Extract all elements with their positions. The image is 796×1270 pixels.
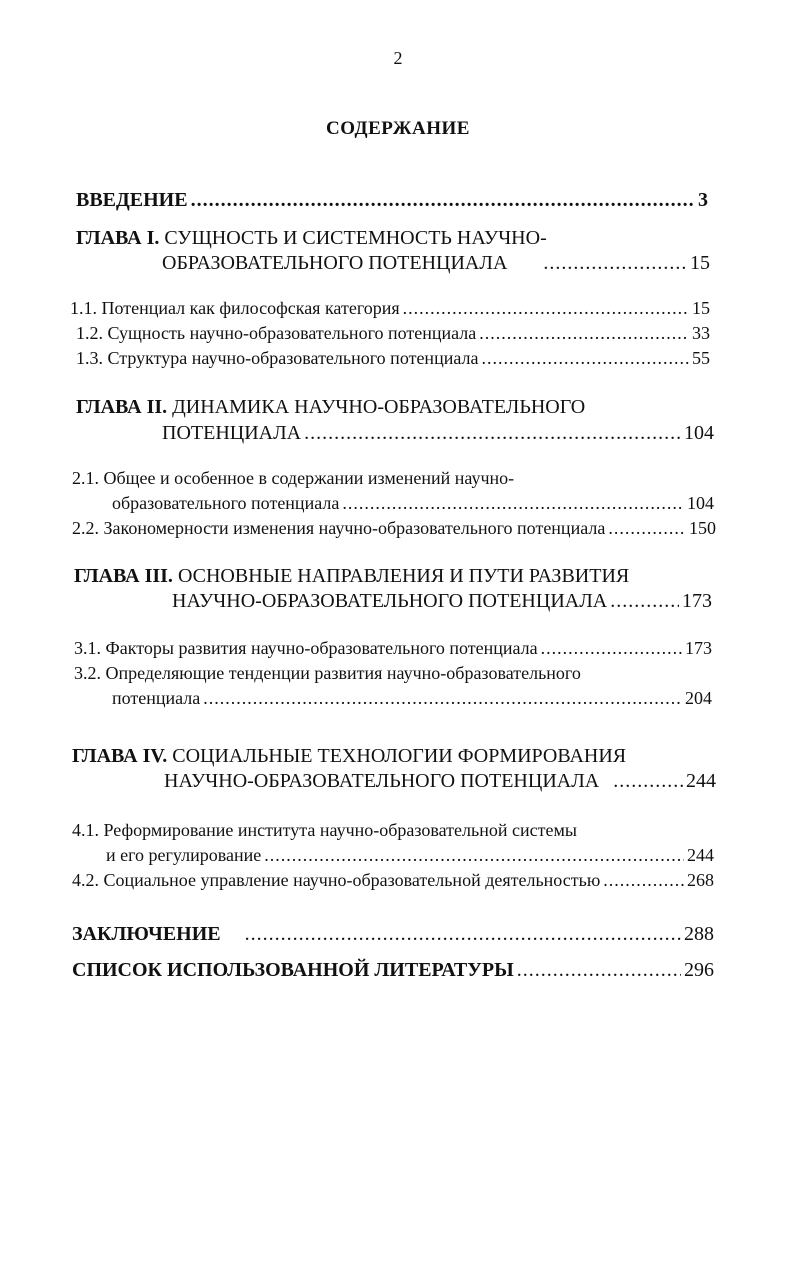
toc-page-number: 15 — [690, 252, 710, 274]
dot-leader — [403, 296, 689, 320]
toc-entry-label: ВВЕДЕНИЕ — [76, 189, 188, 211]
chapter-4-heading[interactable] — [72, 744, 626, 768]
toc-entry-introduction[interactable] — [76, 188, 708, 212]
toc-page-number: 268 — [687, 870, 714, 890]
toc-section-1-2[interactable] — [76, 321, 710, 345]
chapter-4-heading-line2[interactable] — [164, 769, 716, 793]
toc-section-4-1-line2[interactable] — [106, 843, 714, 867]
section-title-line2: образовательного потенциала — [112, 493, 340, 513]
chapter-2-heading[interactable] — [76, 395, 585, 419]
toc-page-number: 150 — [689, 518, 716, 538]
dot-leader — [608, 516, 686, 540]
toc-page-number: 173 — [685, 638, 712, 658]
toc-page-number: 173 — [682, 590, 712, 612]
chapter-prefix: ГЛАВА I. — [76, 227, 160, 249]
toc-page-number: 3 — [698, 189, 708, 211]
section-title: 1.3. Структура научно-образовательного потенциала — [76, 348, 479, 368]
section-title-line2: потенциала — [112, 688, 201, 708]
toc-section-3-1[interactable] — [74, 636, 712, 660]
toc-section-2-1-line2[interactable] — [112, 491, 714, 515]
dot-leader — [610, 589, 679, 613]
toc-page-number: 204 — [685, 688, 712, 708]
toc-entry-bibliography[interactable] — [72, 958, 714, 982]
toc-entry-label: СПИСОК ИСПОЛЬЗОВАННОЙ ЛИТЕРАТУРЫ — [72, 959, 514, 981]
dot-leader — [191, 188, 695, 212]
section-title: 4.1. Реформирование института научно-образовательной системы — [72, 820, 577, 840]
dot-leader — [613, 769, 683, 793]
dot-leader — [541, 636, 682, 660]
section-title: 3.1. Факторы развития научно-образовательного потенциала — [74, 638, 538, 658]
dot-leader — [481, 346, 689, 370]
dot-leader — [342, 491, 684, 515]
chapter-title-line2: НАУЧНО-ОБРАЗОВАТЕЛЬНОГО ПОТЕНЦИАЛА — [164, 770, 600, 792]
toc-page-number: 33 — [692, 323, 710, 343]
toc-page-number: 15 — [692, 298, 710, 318]
toc-section-2-1[interactable] — [72, 466, 514, 490]
dot-leader — [479, 321, 689, 345]
toc-page-number: 104 — [687, 493, 714, 513]
chapter-prefix: ГЛАВА II. — [76, 396, 168, 418]
toc-page-number: 244 — [686, 770, 716, 792]
toc-section-4-2[interactable] — [72, 868, 714, 892]
dot-leader — [203, 686, 682, 710]
page-number: 2 — [393, 48, 403, 68]
chapter-title-line2: ОБРАЗОВАТЕЛЬНОГО ПОТЕНЦИАЛА — [162, 252, 508, 274]
toc-page-number: 244 — [687, 845, 714, 865]
chapter-1-heading[interactable] — [76, 226, 547, 250]
chapter-3-heading-line2[interactable] — [172, 589, 712, 613]
chapter-prefix: ГЛАВА IV. — [72, 745, 168, 767]
chapter-title: ОСНОВНЫЕ НАПРАВЛЕНИЯ И ПУТИ РАЗВИТИЯ — [177, 565, 630, 587]
section-title: 1.1. Потенциал как философская категория — [70, 298, 400, 318]
toc-page-number: 288 — [684, 923, 714, 945]
chapter-title: СОЦИАЛЬНЫЕ ТЕХНОЛОГИИ ФОРМИРОВАНИЯ — [172, 745, 627, 767]
dot-leader — [304, 421, 681, 445]
chapter-title: ДИНАМИКА НАУЧНО-ОБРАЗОВАТЕЛЬНОГО — [172, 396, 586, 418]
chapter-title-line2: НАУЧНО-ОБРАЗОВАТЕЛЬНОГО ПОТЕНЦИАЛА — [172, 590, 608, 612]
toc-section-2-2[interactable] — [72, 516, 716, 540]
dot-leader — [517, 958, 681, 982]
toc-entry-conclusion[interactable] — [72, 922, 714, 946]
toc-section-3-2[interactable] — [74, 661, 581, 685]
toc-page-number: 104 — [684, 422, 714, 444]
section-title: 2.1. Общее и особенное в содержании изменений научно- — [72, 468, 515, 488]
chapter-2-heading-line2[interactable] — [162, 421, 714, 445]
toc-section-4-1[interactable] — [72, 818, 577, 842]
dot-leader — [264, 843, 684, 867]
section-title: 2.2. Закономерности изменения научно-образовательного потенциала — [72, 518, 606, 538]
toc-page-number: 55 — [692, 348, 710, 368]
chapter-title-line2: ПОТЕНЦИАЛА — [162, 422, 302, 444]
section-title: 4.2. Социальное управление научно-образовательной деятельностью — [72, 870, 601, 890]
dot-leader — [245, 922, 681, 946]
toc-page-number: 296 — [684, 959, 714, 981]
dot-leader — [543, 251, 687, 275]
dot-leader — [603, 868, 684, 892]
toc-section-1-3[interactable] — [76, 346, 710, 370]
toc-section-3-2-line2[interactable] — [112, 686, 712, 710]
section-title: 1.2. Сущность научно-образовательного потенциала — [76, 323, 477, 343]
toc-entry-label: ЗАКЛЮЧЕНИЕ — [72, 923, 221, 945]
chapter-prefix: ГЛАВА III. — [74, 565, 173, 587]
toc-section-1-1[interactable] — [70, 296, 710, 320]
chapter-title: СУЩНОСТЬ И СИСТЕМНОСТЬ НАУЧНО- — [164, 227, 547, 249]
section-title: 3.2. Определяющие тенденции развития научно-образовательного — [74, 663, 581, 683]
page-title: СОДЕРЖАНИЕ — [326, 118, 470, 139]
section-title-line2: и его регулирование — [106, 845, 262, 865]
chapter-1-heading-line2[interactable] — [162, 251, 710, 275]
chapter-3-heading[interactable] — [74, 564, 629, 588]
